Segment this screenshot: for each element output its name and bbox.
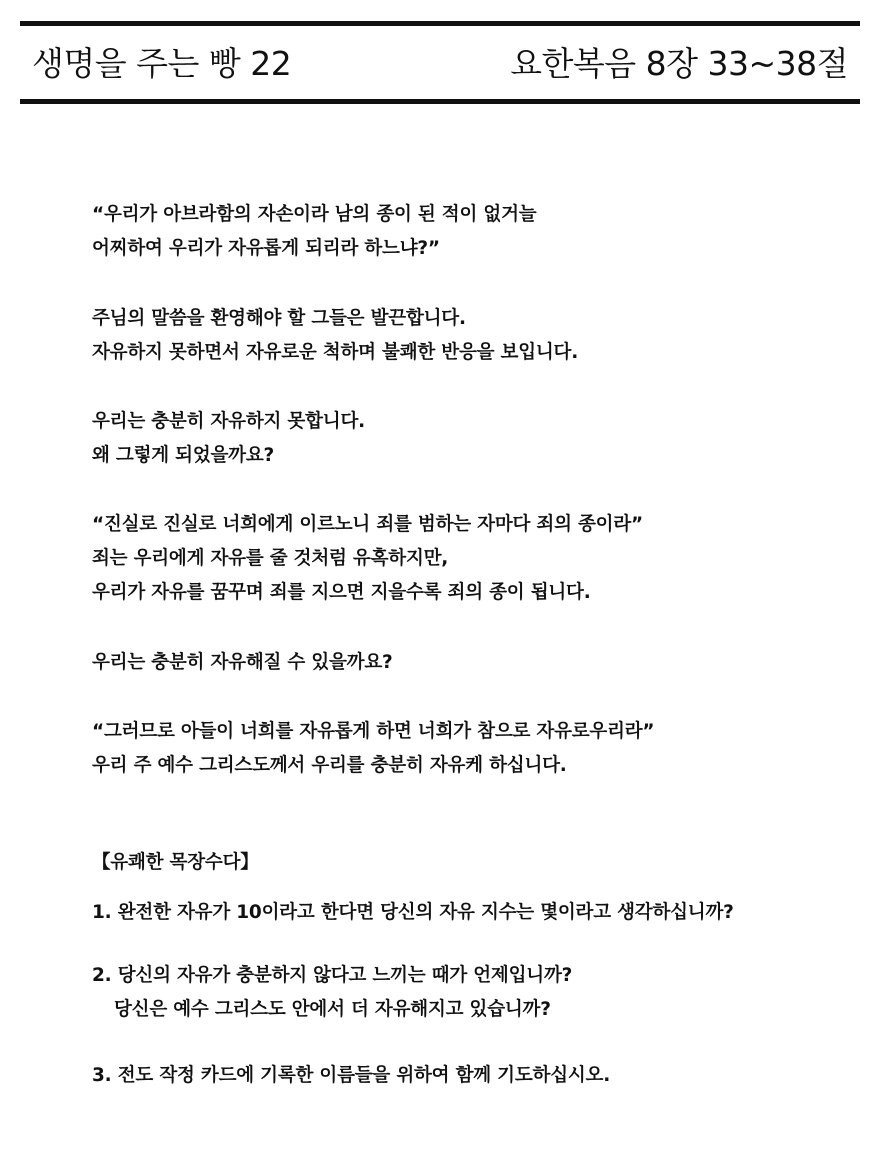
- text-line: “그러므로 아들이 너희를 자유롭게 하면 너희가 참으로 자유로우리라”: [92, 721, 655, 742]
- text-line: 죄는 우리에게 자유를 줄 것처럼 유혹하지만,: [92, 548, 449, 569]
- discussion-question-3: [92, 1059, 832, 1093]
- text-line: 우리는 충분히 자유하지 못합니다.: [92, 411, 365, 432]
- text-line: 왜 그렇게 되었을까요?: [92, 445, 275, 466]
- question-line: 1. 완전한 자유가 10이라고 한다면 당신의 자유 지수는 몇이라고 생각하십니까?: [92, 902, 734, 923]
- paragraph-6: [92, 715, 832, 783]
- text-line: “진실로 진실로 너희에게 이르노니 죄를 범하는 자마다 죄의 종이라”: [92, 514, 643, 535]
- text-line: 어찌하여 우리가 자유롭게 되리라 하느냐?”: [92, 238, 440, 259]
- paragraph-2: [92, 302, 832, 370]
- header-top-rule: [20, 21, 860, 26]
- text-line: 우리가 자유를 꿈꾸며 죄를 지으면 지을수록 죄의 종이 됩니다.: [92, 582, 591, 603]
- page-title: 생명을 주는 빵 22: [32, 44, 292, 83]
- paragraph-4: [92, 508, 832, 610]
- header-bottom-rule: [20, 99, 860, 104]
- discussion-heading: [92, 846, 832, 880]
- discussion-question-1: [92, 896, 832, 930]
- text-line: 자유하지 못하면서 자유로운 척하며 불쾌한 반응을 보입니다.: [92, 342, 579, 363]
- paragraph-1: [92, 198, 832, 266]
- text-line: 주님의 말씀을 환영해야 할 그들은 발끈합니다.: [92, 308, 466, 329]
- paragraph-5: [92, 646, 832, 680]
- question-line: 당신은 예수 그리스도 안에서 더 자유해지고 있습니까?: [114, 999, 551, 1020]
- section-heading: 【유쾌한 목장수다】: [92, 852, 259, 873]
- question-line: 2. 당신의 자유가 충분하지 않다고 느끼는 때가 언제입니까?: [92, 965, 573, 986]
- text-line: 우리는 충분히 자유해질 수 있을까요?: [92, 652, 393, 673]
- text-line: 우리 주 예수 그리스도께서 우리를 충분히 자유케 하십니다.: [92, 755, 567, 776]
- scripture-reference: 요한복음 8장 33~38절: [510, 44, 848, 83]
- discussion-question-2: [92, 959, 832, 1027]
- text-line: “우리가 아브라함의 자손이라 남의 종이 된 적이 없거늘: [92, 204, 537, 225]
- paragraph-3: [92, 405, 832, 473]
- question-line: 3. 전도 작정 카드에 기록한 이름들을 위하여 함께 기도하십시오.: [92, 1065, 611, 1086]
